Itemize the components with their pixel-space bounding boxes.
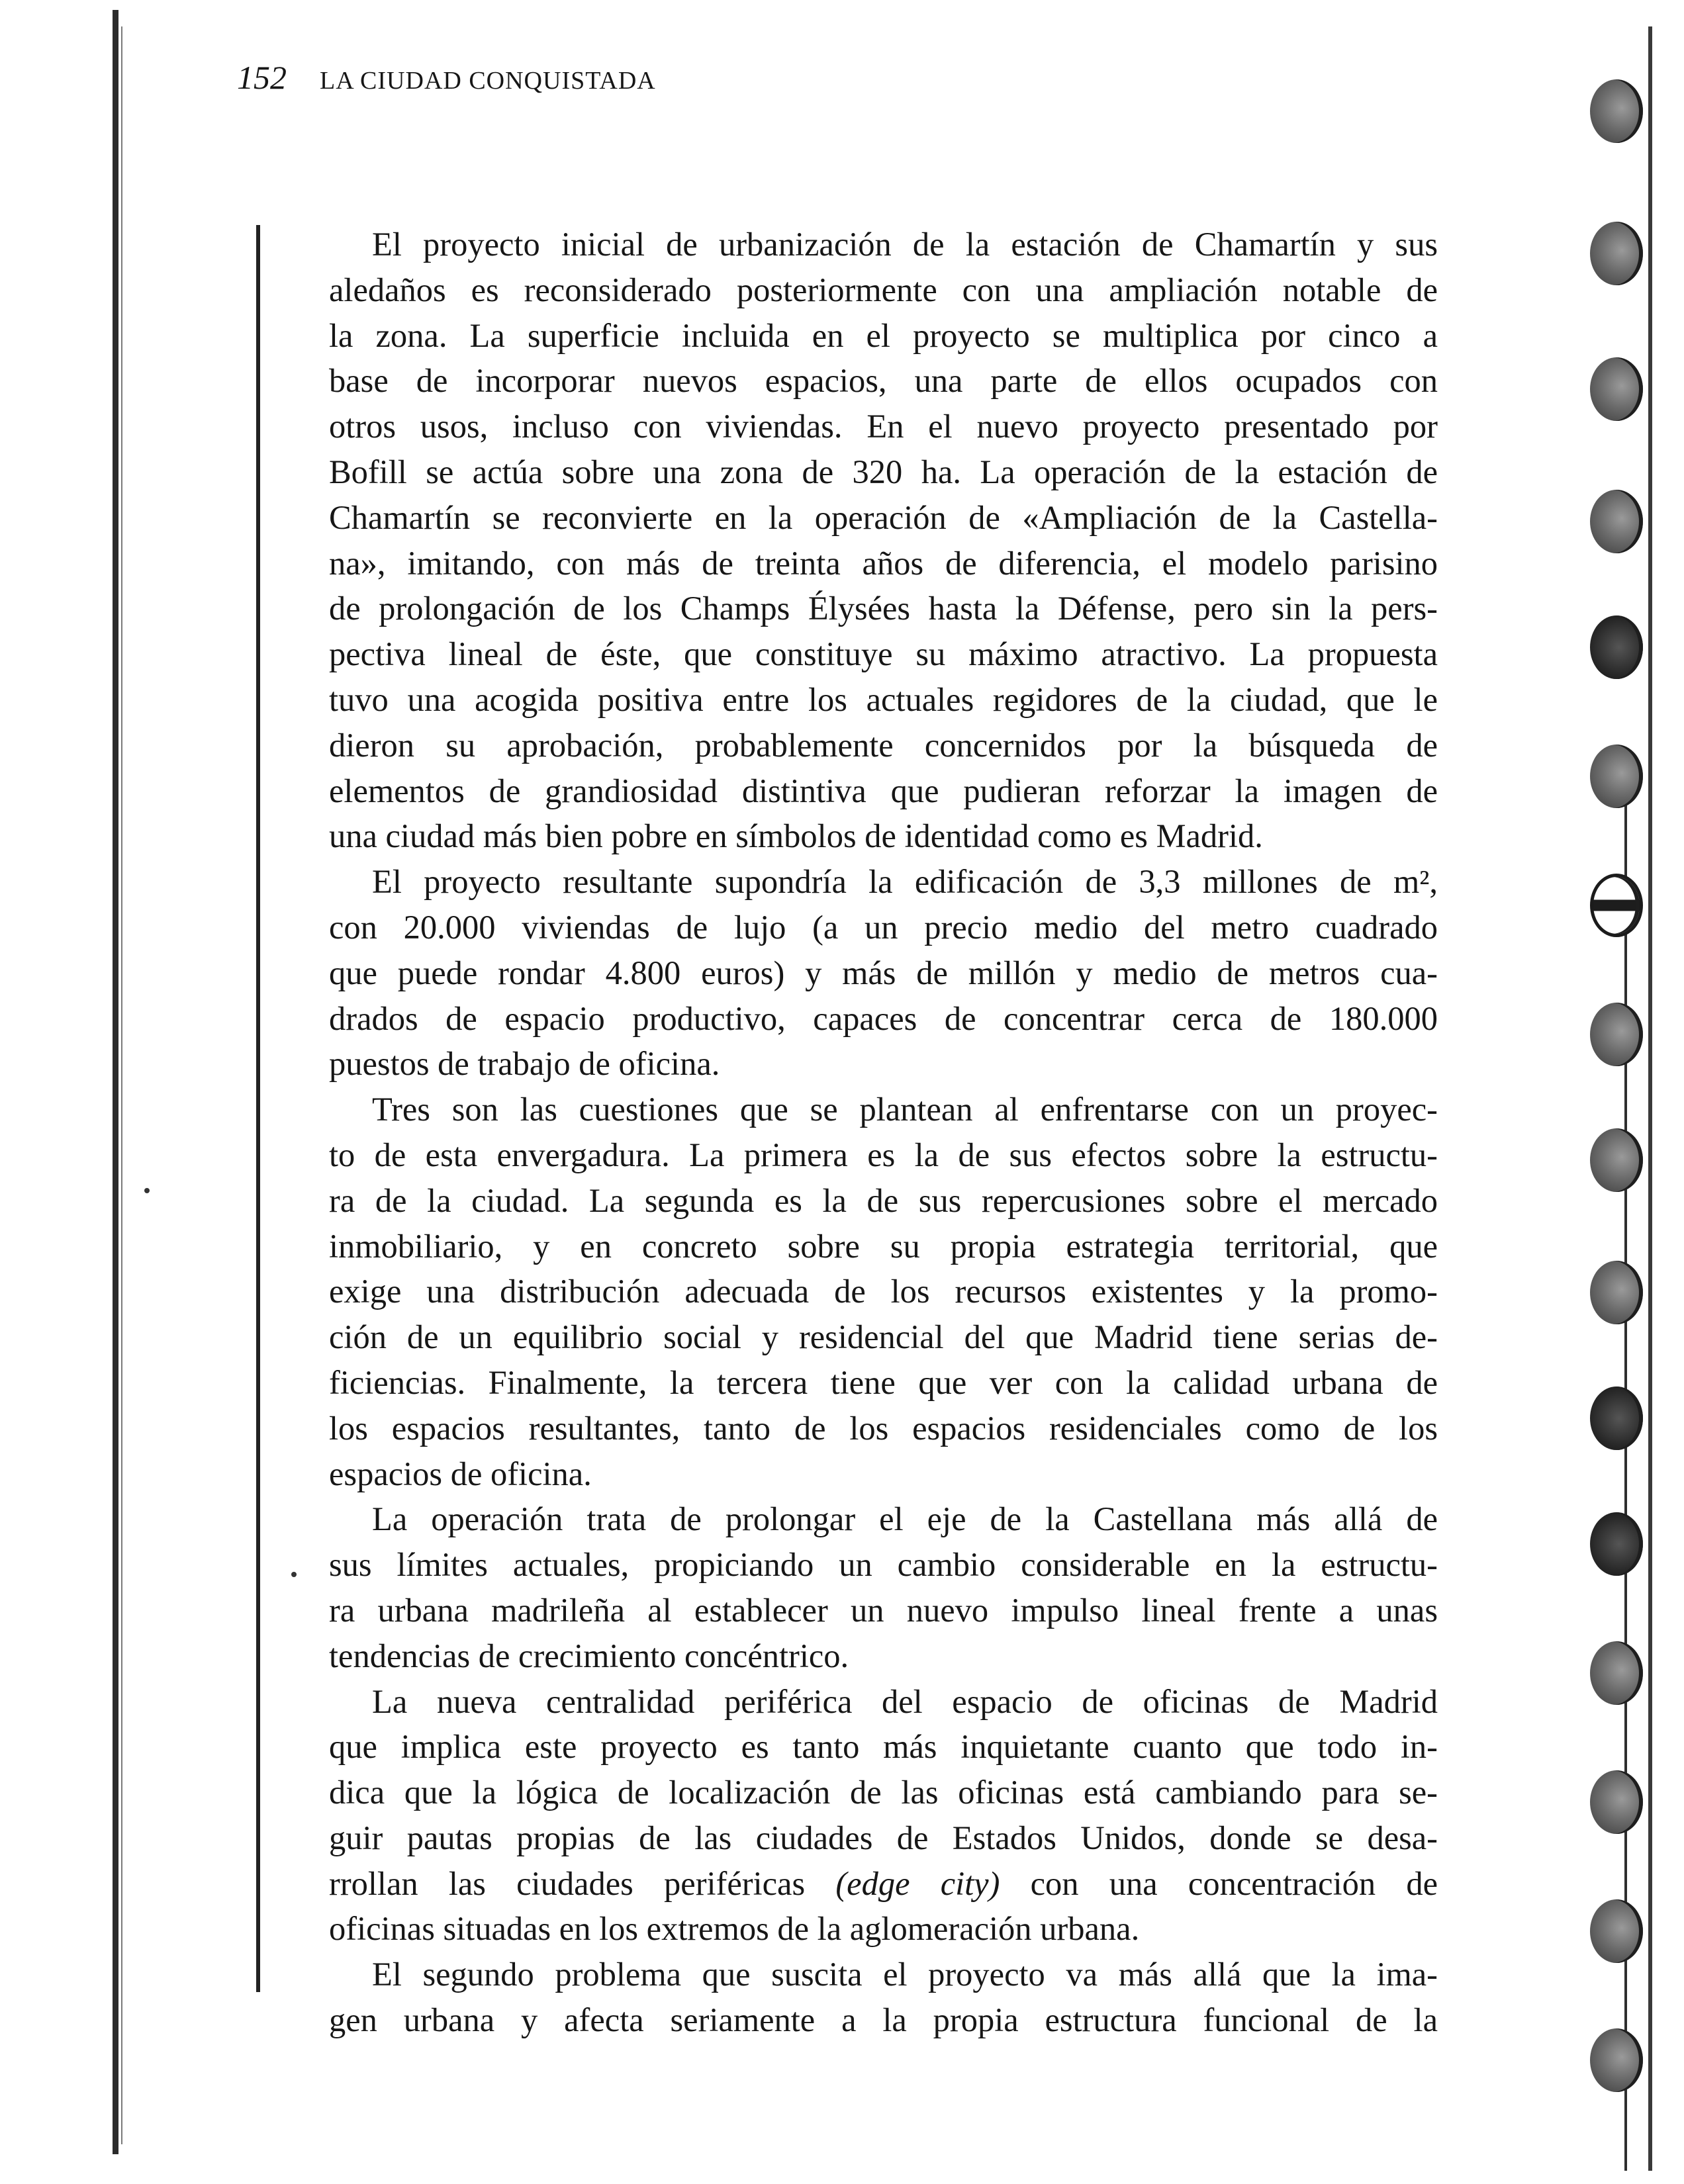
page-number: 152 [237,59,287,96]
running-title: LA CIUDAD CONQUISTADA [320,67,656,95]
binder-hole [1590,1003,1643,1066]
text-line: que puede rondar 4.800 euros) y más de millón y medio de metros cua- [329,954,1438,991]
binder-hole [1590,1899,1643,1963]
text-line: con 20.000 viviendas de lujo (a un precio medio del metro cuadrado [329,908,1438,946]
text-line: dieron su aprobación, probablemente concernidos por la búsqueda de [329,726,1438,764]
binder-holes [1590,79,1650,2171]
text-line: La nueva centralidad periférica del espacio de oficinas de Madrid [372,1682,1438,1720]
text-line: Bofill se actúa sobre una zona de 320 ha. La operación de la estación de [329,453,1438,490]
text-line: El segundo problema que suscita el proyecto va más allá que la ima- [372,1956,1438,1993]
left-margin-rule [113,10,118,2154]
text-line: pectiva lineal de éste, que constituye su máximo atractivo. La propuesta [329,635,1438,673]
text-line: puestos de trabajo de oficina. [329,1045,720,1083]
text-line: Chamartín se reconvierte en la operación de «Ampliación de la Castella- [329,498,1438,536]
text-line: ficiencias. Finalmente, la tercera tiene que ver con la calidad urbana de [329,1363,1438,1401]
scan-speck [144,1188,150,1193]
page-header [237,58,656,105]
text-line: guir pautas propias de las ciudades de Estados Unidos, donde se desa- [329,1819,1438,1856]
text-line-with-italic [329,1861,1438,1907]
text-line: que implica este proyecto es tanto más inquietante cuanto que todo in- [329,1728,1438,1766]
text-line: sus límites actuales, propiciando un cambio considerable en la estructu- [329,1546,1438,1584]
text-line: Tres son las cuestiones que se plantean al enfrentarse con un proyec- [372,1091,1438,1128]
binder-hole [1590,1770,1643,1834]
binder-hole [1590,874,1643,937]
binder-hole [1590,357,1643,421]
text-line: na», imitando, con más de treinta años de diferencia, el modelo parisino [329,544,1438,582]
left-margin-rule-thin [121,26,122,2144]
binder-hole [1590,222,1643,285]
text-run: con una concentración de [1000,1864,1438,1902]
text-line: una ciudad más bien pobre en símbolos de identidad como es Madrid. [329,817,1263,855]
paragraph [329,222,1438,859]
paragraph [329,1952,1438,2043]
text-line: los espacios resultantes, tanto de los espacios residenciales como de los [329,1409,1438,1447]
binder-hole [1590,745,1643,808]
text-line: de prolongación de los Champs Élysées hasta la Défense, pero sin la pers- [329,590,1438,627]
paragraph [329,1087,1438,1496]
binder-hole [1590,490,1643,553]
text-run: rrollan las ciudades periféricas [329,1864,836,1902]
text-line: ción de un equilibrio social y residencial del que Madrid tiene serias de- [329,1318,1438,1356]
text-line: espacios de oficina. [329,1455,592,1492]
scan-speck [291,1572,297,1577]
text-line: drados de espacio productivo, capaces de concentrar cerca de 180.000 [329,999,1438,1037]
paragraph [329,859,1438,1087]
paragraph [329,1679,1438,1952]
binder-hole [1590,1128,1643,1192]
text-line: to de esta envergadura. La primera es la de sus efectos sobre la estructu- [329,1136,1438,1173]
text-line: inmobiliario, y en concreto sobre su propia estrategia territorial, que [329,1227,1438,1265]
binder-hole [1590,1387,1643,1450]
text-margin-rule [256,225,260,1992]
paragraph [329,1496,1438,1678]
binder-hole [1590,1512,1643,1576]
text-line: otros usos, incluso con viviendas. En el nuevo proyecto presentado por [329,408,1438,445]
text-line: gen urbana y afecta seriamente a la propia estructura funcional de la [329,2001,1438,2039]
text-line: tuvo una acogida positiva entre los actuales regidores de la ciudad, que le [329,680,1438,718]
binder-hole [1590,1641,1643,1705]
text-line: exige una distribución adecuada de los recursos existentes y la promo- [329,1273,1438,1310]
binder-hole [1590,79,1643,143]
binder-hole [1590,2028,1643,2092]
text-line: la zona. La superficie incluida en el proyecto se multiplica por cinco a [329,316,1438,354]
text-line: tendencias de crecimiento concéntrico. [329,1637,849,1674]
text-line: dica que la lógica de localización de las oficinas está cambiando para se- [329,1774,1438,1811]
text-line: elementos de grandiosidad distintiva que pudieran reforzar la imagen de [329,772,1438,809]
text-line: ra de la ciudad. La segunda es la de sus repercusiones sobre el mercado [329,1181,1438,1219]
text-line: aledaños es reconsiderado posteriormente con una ampliación notable de [329,271,1438,308]
binder-hole [1590,615,1643,679]
text-line: base de incorporar nuevos espacios, una parte de ellos ocupados con [329,362,1438,400]
body-text [329,222,1438,2043]
binder-hole [1590,1261,1643,1324]
italic-term: (edge city) [835,1864,1000,1902]
text-line: oficinas situadas en los extremos de la aglomeración urbana. [329,1910,1140,1948]
text-line: La operación trata de prolongar el eje de la Castellana más allá de [372,1500,1438,1538]
text-line: El proyecto inicial de urbanización de la estación de Chamartín y sus [372,226,1438,263]
text-line: ra urbana madrileña al establecer un nuevo impulso lineal frente a unas [329,1591,1438,1629]
text-line: El proyecto resultante supondría la edificación de 3,3 millones de m², [372,863,1438,901]
